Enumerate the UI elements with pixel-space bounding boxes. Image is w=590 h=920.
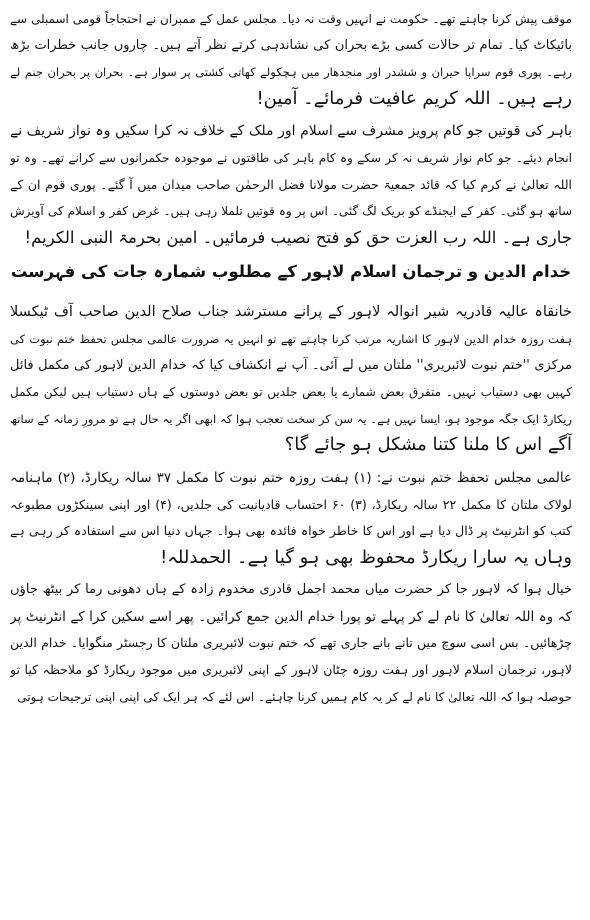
- text-line: چڑھائیں۔ بس اسی سوچ میں تانے بانے جاری تھے کہ ختم نبوت لائبریری ملتان کا رجسٹر منگوایا۔ خدام الدین: [10, 635, 572, 651]
- paragraph: [10, 6, 572, 112]
- text-line: کتب کو انٹرنیٹ پر ڈال دیا ہے اور اس کا خاطر خواہ فائدہ بھی ہوا۔ جہاں دنیا اس سے استفادہ کر رہی ہے: [10, 523, 572, 539]
- text-line: رہے۔ پوری قوم سراپا حیران و ششدر اور منجدھار میں ہچکولے کھاتی کشتی پر سوار ہے۔ بحران پر بحران جنم لے: [10, 65, 572, 80]
- article-section-list: [10, 299, 572, 710]
- text-line: باہر کی قوتیں جو کام پرویز مشرف سے اسلام اور ملک کے خلاف نہ کرا سکیں وہ نواز شریف نے: [10, 123, 572, 140]
- text-line: بائیکاٹ کیا۔ تمام تر حالات کسی بڑے بحران کی نشاندہی کرتے نظر آتے ہیں۔ چاروں جانب خطرات بڑھ: [10, 37, 572, 53]
- text-line: لاہور، ترجمان اسلام لاہور اور ہفت روزہ چٹان لاہور کے اپنی لائبریری میں موجود ریکارڈ کو ملاحظہ کیا تو: [10, 662, 572, 678]
- paragraph: [10, 118, 572, 251]
- text-line: رہے ہیں۔ اللہ کریم عافیت فرمائے۔ آمین!: [256, 87, 572, 109]
- paragraph: [10, 577, 572, 710]
- section-heading: خدام الدین و ترجمان اسلام لاہور کے مطلوب شمارہ جات کی فہرست: [10, 262, 572, 282]
- text-line: ہفت روزہ خدام الدین لاہور کا اشاریہ مرتب کرنا چاہتے تھے تو انہیں یہ ضرورت عالمی مجلس تحفظ ختم نبوت کی: [10, 331, 572, 346]
- article-section-intro: [10, 6, 572, 251]
- text-line: کہیں بھی دستیاب نہیں۔ متفرق بعض شمارے یا بعض جلدیں تو بعض دوستوں کے ہاں دستیاب ہیں لیکن مکمل: [10, 385, 572, 400]
- text-line: آگے اس کا ملنا کتنا مشکل ہو جائے گا؟: [284, 434, 572, 456]
- text-line: ریکارڈ ایک جگہ موجود ہو، ایسا نہیں ہے۔ یہ سن کر سخت تعجب ہوا کہ ابھی اگر یہ حال ہے تو مرورِ زمانہ کے ساتھ: [10, 411, 572, 426]
- text-line: موقف پیش کرنا چاہتے تھے۔ حکومت نے انہیں وقت نہ دیا۔ مجلس عمل کے ممبران نے احتجاجاً قومی اسمبلی سے: [10, 12, 572, 26]
- text-line: مرکزی ''ختم نبوت لائبریری'' ملتان میں لے آئی۔ آپ نے انکشاف کیا کہ خدام الدین لاہور کی مکمل فائل: [10, 357, 572, 373]
- paragraph: [10, 299, 572, 459]
- paragraph: [10, 465, 572, 571]
- text-line: عالمی مجلس تحفظ ختم نبوت نے: (۱) ہفت روزہ ختم نبوت کا مکمل ۳۷ سالہ ریکارڈ، (۲) ماہنامہ: [10, 469, 572, 486]
- text-line: اللہ تعالیٰ نے کرم کیا کہ قائد جمعیۃ حضرت مولانا فضل الرحمٰن صاحب میدان میں آ گئے۔ پوری قوم ان کے: [10, 176, 572, 192]
- text-line: کہ وہ اللہ تعالیٰ کا نام لے کر پہلے تو پورا خدام الدین جمع کرائیں۔ پھر اسے سکین کرا کے انٹرنیٹ پر: [10, 608, 572, 625]
- text-line: جاری ہے۔ اللہ رب العزت حق کو فتح نصیب فرمائیں۔ امین بحرمۃ النبی الکریم!: [24, 227, 572, 247]
- text-line: لولاک ملتان کا مکمل ۲۲ سالہ ریکارڈ، (۳) ۶۰ احتساب قادیانیت کی جلدیں، (۴) اور اپنی سینکڑوں مطبوعہ: [10, 496, 572, 512]
- text-line: خانقاہ عالیہ قادریہ شیر انوالہ لاہور کے پرانے مسترشد جناب صلاح الدین صاحب آف ٹیکسلا: [10, 304, 572, 321]
- text-line: انجام دیئے۔ جو کام نواز شریف نہ کر سکے وہ کام باہر کی طاقتوں نے موجودہ حکمرانوں سے کرانے تھے۔ وہ تو: [10, 150, 572, 165]
- text-line: خیال ہوا کہ لاہور جا کر حضرت میاں محمد اجمل قادری مخدوم زادہ کے ہاں دھونی رما کر بیٹھ جاؤں: [10, 582, 572, 598]
- text-line: وہاں یہ سارا ریکارڈ محفوظ بھی ہو گیا ہے۔ الحمدللہ!: [160, 546, 572, 568]
- text-line: ساتھ ہو گئی۔ کفر کے ایجنڈے کو بریک لگ گئی۔ اس پر وہ قوتیں تلملا رہی ہیں۔ غرض کفر و اسلام کی آویزش: [10, 204, 572, 219]
- text-line: حوصلہ ہوا کہ اللہ تعالیٰ کا نام لے کر یہ کام ہمیں کرنا چاہئے۔ اس لئے کہ ہر ایک کی اپنی اپنی ترجیحات ہوتی: [17, 689, 572, 704]
